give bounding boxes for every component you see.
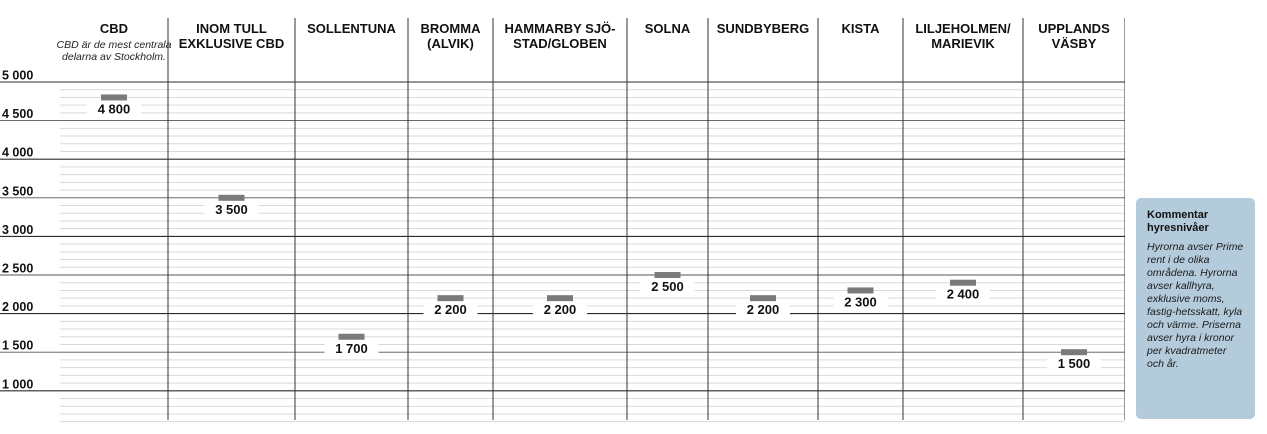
value-marker xyxy=(547,295,573,301)
column-header: UPPLANDS xyxy=(1038,21,1110,36)
y-tick-label: 2 000 xyxy=(2,300,34,315)
value-marker xyxy=(655,272,681,278)
column-header: HAMMARBY SJÖ- xyxy=(504,21,616,36)
y-tick-label: 4 500 xyxy=(2,107,34,122)
value-marker xyxy=(1061,349,1087,355)
comment-body: Hyrorna avser Prime rent i de olika områdena. Hyrorna avser kallhyra, exklusive moms, fastig-hetsskatt, kyla och värme. Priserna avser hyra i kronor per kvadratmeter och år. xyxy=(1147,241,1244,370)
comment-title: Kommentar hyresnivåer xyxy=(1147,209,1209,234)
column-header-note: delarna av Stockholm. xyxy=(62,51,166,63)
value-label: 3 500 xyxy=(215,201,248,217)
value-label: 2 200 xyxy=(746,302,780,318)
column-header: SOLNA xyxy=(644,21,691,36)
column-header: MARIEVIK xyxy=(931,36,995,51)
column-header: VÄSBY xyxy=(1051,36,1097,51)
y-tick-label: 4 000 xyxy=(2,145,34,160)
value-marker xyxy=(101,94,127,100)
value-label: 1 700 xyxy=(335,340,368,356)
value-label: 4 800 xyxy=(97,101,131,117)
column-header: EXKLUSIVE CBD xyxy=(178,36,285,51)
column-header: STAD/GLOBEN xyxy=(513,36,607,51)
y-tick-label: 3 000 xyxy=(2,222,34,237)
value-marker xyxy=(950,280,976,286)
value-label: 2 500 xyxy=(651,279,684,294)
column-header: CBD xyxy=(99,21,129,36)
column-header: SUNDBYBERG xyxy=(716,21,810,36)
value-label: 2 200 xyxy=(434,302,467,318)
y-tick-label: 5 000 xyxy=(2,68,34,83)
y-tick-label: 1 000 xyxy=(2,377,34,392)
column-header: INOM TULL xyxy=(196,21,267,36)
value-label: 2 400 xyxy=(946,286,980,302)
column-header: SOLLENTUNA xyxy=(307,21,396,36)
value-label: 1 500 xyxy=(1057,356,1091,372)
value-marker xyxy=(848,287,874,293)
value-label: 2 300 xyxy=(844,294,877,310)
value-marker xyxy=(750,295,776,301)
value-marker xyxy=(438,295,464,301)
column-headers xyxy=(57,21,1111,63)
minor-gridlines xyxy=(60,90,1125,422)
column-header: LILJEHOLMEN/ xyxy=(915,21,1011,36)
value-label: 2 200 xyxy=(543,302,577,318)
y-axis xyxy=(2,69,33,392)
comment-box xyxy=(1136,198,1255,419)
value-marker xyxy=(219,195,245,201)
y-tick-label: 1 500 xyxy=(2,338,34,353)
y-tick-label: 3 500 xyxy=(2,184,34,199)
column-header: BROMMA xyxy=(420,21,481,36)
column-header: KISTA xyxy=(841,21,880,36)
column-header-note: CBD är de mest centrala xyxy=(56,39,172,51)
y-tick-label: 2 500 xyxy=(2,261,34,276)
column-header: (ALVIK) xyxy=(427,36,474,51)
value-marker xyxy=(339,334,365,340)
